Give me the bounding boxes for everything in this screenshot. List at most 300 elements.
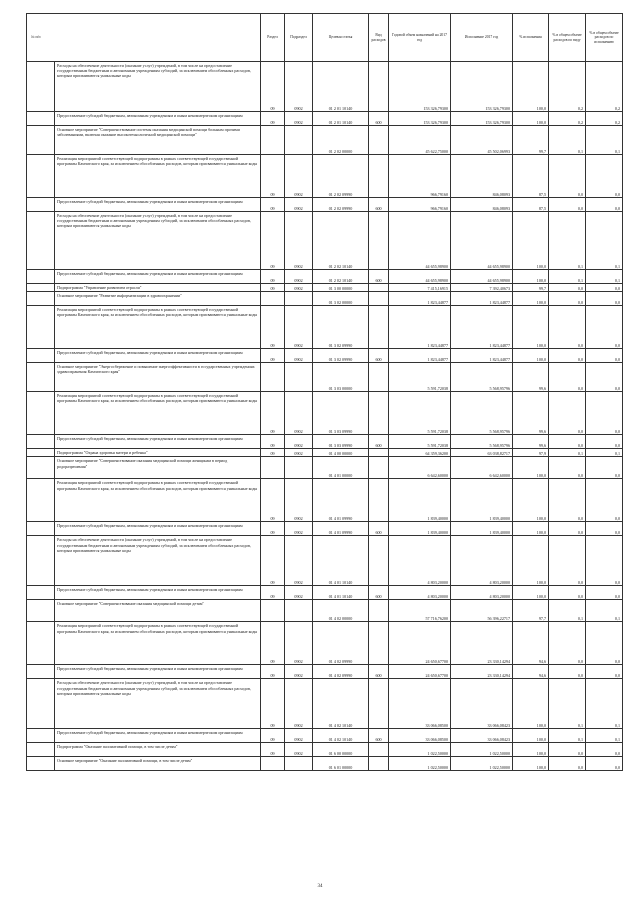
row-share-execution: 0,0 [586, 479, 623, 522]
row-annual-plan: 5 591,72038 [389, 435, 451, 449]
row-expense-type [369, 306, 389, 349]
row-annual-plan: 45 622,75000 [389, 126, 451, 155]
row-expense-type: 600 [369, 522, 389, 536]
row-share-execution: 0,0 [586, 665, 623, 679]
row-share-plan: 0,0 [549, 198, 586, 212]
row-annual-plan: 966,79160 [389, 198, 451, 212]
row-razdel: 09 [261, 743, 285, 757]
row-description: Предоставление субсидий бюджетным, автономным учреждениям и иным некоммерческим организациям [55, 112, 261, 126]
row-share-plan: 0,1 [549, 679, 586, 729]
row-share-execution: 0,0 [586, 586, 623, 600]
table-row [27, 743, 623, 757]
row-podrazdel: 0902 [285, 212, 313, 270]
row-expense-type [369, 155, 389, 198]
row-share-plan: 0,0 [549, 363, 586, 392]
row-execution: 1 839,40000 [451, 479, 513, 522]
row-description: Подпрограмма "Охрана здоровья матери и ребенка" [55, 449, 261, 457]
row-number-cell [27, 600, 55, 622]
row-share-plan: 0,2 [549, 62, 586, 112]
table-row [27, 198, 623, 212]
table-row [27, 586, 623, 600]
row-share-execution: 0,1 [586, 729, 623, 743]
row-share-execution: 0,0 [586, 292, 623, 306]
row-share-execution: 0,0 [586, 155, 623, 198]
row-execution-percent: 94,6 [513, 622, 549, 665]
row-podrazdel: 0902 [285, 479, 313, 522]
row-description: Основное мероприятие "Совершенствование системы оказания медицинской помощи больным прочими заболеваниями, включая оказание высокотехнологичной медицинской помощи" [55, 126, 261, 155]
row-expense-type [369, 757, 389, 771]
row-share-execution: 0,0 [586, 363, 623, 392]
row-podrazdel: 0902 [285, 622, 313, 665]
row-execution: 153 326,79300 [451, 62, 513, 112]
row-execution-percent: 99,6 [513, 392, 549, 435]
row-share-execution: 0,1 [586, 126, 623, 155]
row-target-article: 01 3 00 00000 [313, 284, 369, 292]
row-execution: 1 022,50000 [451, 757, 513, 771]
row-share-execution: 0,0 [586, 306, 623, 349]
row-number-cell [27, 479, 55, 522]
row-podrazdel [285, 457, 313, 479]
row-razdel [261, 126, 285, 155]
row-expense-type: 600 [369, 729, 389, 743]
row-execution-percent: 99,7 [513, 126, 549, 155]
row-number-cell [27, 449, 55, 457]
row-description: Основное мероприятие "Развитие информатизации в здравоохранении" [55, 292, 261, 306]
row-share-execution: 0,1 [586, 270, 623, 284]
row-number-cell [27, 284, 55, 292]
row-annual-plan: 153 326,79300 [389, 62, 451, 112]
budget-execution-table [26, 13, 623, 771]
row-annual-plan: 57 716,76200 [389, 600, 451, 622]
row-execution: 1 839,40000 [451, 522, 513, 536]
row-number-cell [27, 363, 55, 392]
budget-table-sheet [26, 13, 622, 771]
row-number-cell [27, 392, 55, 435]
row-annual-plan: 6 642,60000 [389, 457, 451, 479]
row-share-plan: 0,1 [549, 729, 586, 743]
row-target-article: 01 3 02 09990 [313, 349, 369, 363]
row-podrazdel: 0902 [285, 679, 313, 729]
row-podrazdel: 0902 [285, 743, 313, 757]
row-target-article: 01 4 01 10140 [313, 586, 369, 600]
row-number-cell [27, 757, 55, 771]
row-podrazdel: 0902 [285, 270, 313, 284]
row-execution-percent: 100,0 [513, 522, 549, 536]
table-row [27, 349, 623, 363]
row-annual-plan: 1 022,50000 [389, 743, 451, 757]
row-expense-type [369, 679, 389, 729]
row-target-article: 01 4 02 09990 [313, 665, 369, 679]
row-number-cell [27, 349, 55, 363]
row-expense-type [369, 392, 389, 435]
row-execution: 1 022,50000 [451, 743, 513, 757]
row-execution: 44 655,98900 [451, 212, 513, 270]
row-number-cell [27, 292, 55, 306]
row-execution-percent: 99,6 [513, 363, 549, 392]
row-target-article: 01 3 03 09990 [313, 435, 369, 449]
row-number-cell [27, 743, 55, 757]
row-razdel: 09 [261, 349, 285, 363]
row-execution: 1 823,44877 [451, 292, 513, 306]
table-row [27, 435, 623, 449]
row-target-article: 01 3 02 09990 [313, 306, 369, 349]
table-row [27, 536, 623, 586]
row-share-plan: 0,1 [549, 212, 586, 270]
header-share-plan: % в общем объеме расходов по виду [549, 14, 586, 62]
row-description: Основное мероприятие "Энергосбережение и повышение энергоэффективности в государственных учреждениях здравоохранения Камчатского края" [55, 363, 261, 392]
table-row [27, 522, 623, 536]
row-share-execution: 0,0 [586, 757, 623, 771]
row-description: Реализация мероприятий соответствующей подпрограммы в рамках соответствующей государственной программы Камчатского края, за исключением обособленных расходов, которым присваиваются уникальные коды [55, 306, 261, 349]
row-razdel: 09 [261, 212, 285, 270]
row-share-plan: 0,0 [549, 306, 586, 349]
row-annual-plan: 1 823,44877 [389, 292, 451, 306]
row-share-execution: 0,0 [586, 198, 623, 212]
row-annual-plan: 1 839,40000 [389, 522, 451, 536]
row-podrazdel: 0902 [285, 392, 313, 435]
row-share-execution: 0,0 [586, 284, 623, 292]
row-annual-plan: 5 591,72038 [389, 363, 451, 392]
row-share-plan: 0,0 [549, 435, 586, 449]
row-execution-percent: 100,0 [513, 349, 549, 363]
row-share-execution: 0,0 [586, 522, 623, 536]
row-share-execution: 0,0 [586, 743, 623, 757]
row-annual-plan: 33 066,08500 [389, 679, 451, 729]
row-number-cell [27, 622, 55, 665]
row-execution-percent: 100,0 [513, 679, 549, 729]
row-execution: 6 642,60000 [451, 457, 513, 479]
row-share-plan: 0,0 [549, 479, 586, 522]
row-share-plan: 0,0 [549, 586, 586, 600]
row-annual-plan: 4 803,20000 [389, 536, 451, 586]
row-share-plan: 0,2 [549, 112, 586, 126]
row-target-article: 01 4 02 00000 [313, 600, 369, 622]
row-expense-type [369, 622, 389, 665]
row-execution: 4 803,20000 [451, 586, 513, 600]
row-share-plan: 0,0 [549, 522, 586, 536]
row-execution-percent: 87,5 [513, 198, 549, 212]
row-razdel: 09 [261, 284, 285, 292]
row-execution-percent: 100,0 [513, 270, 549, 284]
row-share-plan: 0,0 [549, 536, 586, 586]
row-execution: 56 396,22717 [451, 600, 513, 622]
row-expense-type [369, 457, 389, 479]
row-share-execution: 0,1 [586, 679, 623, 729]
table-row [27, 363, 623, 392]
row-share-plan: 0,0 [549, 743, 586, 757]
header-razdel: Раздел [261, 14, 285, 62]
row-target-article: 01 2 02 10140 [313, 212, 369, 270]
row-podrazdel: 0902 [285, 449, 313, 457]
row-target-article: 01 2 01 10140 [313, 112, 369, 126]
table-row [27, 212, 623, 270]
row-description: Предоставление субсидий бюджетным, автономным учреждениям и иным некоммерческим организациям [55, 435, 261, 449]
row-share-plan: 0,0 [549, 155, 586, 198]
row-razdel: 09 [261, 665, 285, 679]
row-razdel: 09 [261, 622, 285, 665]
header-share-execution: % в общем объеме расходов по исполнению [586, 14, 623, 62]
row-execution-percent: 97,9 [513, 449, 549, 457]
header-execution: Исполнение 2017 год [451, 14, 513, 62]
page-number: 34 [317, 884, 323, 889]
row-share-execution: 0,0 [586, 622, 623, 665]
row-execution: 23 330,14294 [451, 622, 513, 665]
row-number-cell [27, 306, 55, 349]
row-share-plan: 0,0 [549, 665, 586, 679]
row-target-article: 01 4 01 00000 [313, 457, 369, 479]
row-target-article: 01 3 02 00000 [313, 292, 369, 306]
table-row [27, 284, 623, 292]
row-share-execution: 0,2 [586, 62, 623, 112]
row-execution-percent: 100,0 [513, 292, 549, 306]
row-annual-plan: 64 359,36200 [389, 449, 451, 457]
row-razdel: 09 [261, 536, 285, 586]
row-execution: 33 066,08423 [451, 729, 513, 743]
row-number-cell [27, 586, 55, 600]
row-description: Основное мероприятие "Совершенствование оказания медицинской помощи детям" [55, 600, 261, 622]
table-row [27, 600, 623, 622]
row-razdel: 09 [261, 270, 285, 284]
row-target-article: 01 2 02 09990 [313, 155, 369, 198]
row-expense-type: 600 [369, 349, 389, 363]
table-row [27, 155, 623, 198]
table-row [27, 457, 623, 479]
row-target-article: 01 2 02 10140 [313, 270, 369, 284]
row-description: Предоставление субсидий бюджетным, автономным учреждениям и иным некоммерческим организациям [55, 665, 261, 679]
row-number-cell [27, 126, 55, 155]
row-annual-plan: 1 823,44877 [389, 349, 451, 363]
row-share-plan: 0,1 [549, 126, 586, 155]
row-execution-percent: 99,7 [513, 284, 549, 292]
row-annual-plan: 5 591,72038 [389, 392, 451, 435]
row-razdel: 09 [261, 112, 285, 126]
row-share-execution: 0,0 [586, 457, 623, 479]
row-execution: 23 330,14294 [451, 665, 513, 679]
row-execution-percent: 100,0 [513, 212, 549, 270]
row-razdel [261, 292, 285, 306]
row-execution: 5 568,95796 [451, 435, 513, 449]
row-share-execution: 0,0 [586, 536, 623, 586]
row-description: Реализация мероприятий соответствующей подпрограммы в рамках соответствующей государственной программы Камчатского края, за исключением обособленных расходов, которым присваиваются уникальные коды [55, 392, 261, 435]
row-share-plan: 0,0 [549, 284, 586, 292]
row-number-cell [27, 270, 55, 284]
row-razdel [261, 600, 285, 622]
table-row [27, 479, 623, 522]
row-execution: 1 823,44877 [451, 306, 513, 349]
row-razdel [261, 757, 285, 771]
row-number-cell [27, 155, 55, 198]
row-podrazdel: 0902 [285, 306, 313, 349]
row-expense-type [369, 600, 389, 622]
row-share-plan: 0,0 [549, 457, 586, 479]
table-row [27, 622, 623, 665]
table-row [27, 62, 623, 112]
table-body [27, 62, 623, 771]
row-execution-percent: 100,0 [513, 536, 549, 586]
row-razdel: 09 [261, 198, 285, 212]
row-number-cell [27, 536, 55, 586]
row-execution-percent: 97,7 [513, 600, 549, 622]
row-execution: 4 803,20000 [451, 536, 513, 586]
row-podrazdel: 0902 [285, 155, 313, 198]
row-expense-type [369, 292, 389, 306]
row-expense-type [369, 363, 389, 392]
row-razdel [261, 363, 285, 392]
row-execution-percent: 100,0 [513, 62, 549, 112]
row-number-cell [27, 665, 55, 679]
table-row [27, 679, 623, 729]
row-share-execution: 0,0 [586, 349, 623, 363]
row-execution: 846,08093 [451, 155, 513, 198]
row-target-article: 01 4 01 09990 [313, 479, 369, 522]
row-execution: 846,08093 [451, 198, 513, 212]
row-annual-plan: 1 839,40000 [389, 479, 451, 522]
row-annual-plan: 4 803,20000 [389, 586, 451, 600]
table-row [27, 757, 623, 771]
row-number-cell [27, 457, 55, 479]
row-share-execution: 0,0 [586, 435, 623, 449]
row-expense-type [369, 126, 389, 155]
row-razdel [261, 457, 285, 479]
row-description: Расходы на обеспечение деятельности (оказание услуг) учреждений, в том числе на предоставление государственным бюджетным и автономным учреждениям субсидий, за исключением обособленных расходов, которым присваиваются уникальные коды [55, 536, 261, 586]
row-execution-percent: 100,0 [513, 729, 549, 743]
row-podrazdel [285, 363, 313, 392]
row-share-plan: 0,1 [549, 600, 586, 622]
row-podrazdel: 0902 [285, 112, 313, 126]
row-execution-percent: 100,0 [513, 757, 549, 771]
row-share-execution: 0,2 [586, 112, 623, 126]
row-annual-plan: 1 823,44877 [389, 306, 451, 349]
row-share-plan: 0,0 [549, 622, 586, 665]
row-description: Расходы на обеспечение деятельности (оказание услуг) учреждений, в том числе на предоставление государственным бюджетным и автономным учреждениям субсидий, за исключением обособленных расходов, которым присваиваются уникальные коды [55, 62, 261, 112]
row-number-cell [27, 679, 55, 729]
row-razdel: 09 [261, 392, 285, 435]
row-execution-percent: 100,0 [513, 479, 549, 522]
row-expense-type [369, 62, 389, 112]
row-podrazdel [285, 292, 313, 306]
row-description: Реализация мероприятий соответствующей подпрограммы в рамках соответствующей государственной программы Камчатского края, за исключением обособленных расходов, которым присваиваются уникальные коды [55, 479, 261, 522]
row-execution-percent: 99,6 [513, 435, 549, 449]
row-execution: 63 038,82717 [451, 449, 513, 457]
row-execution-percent: 100,0 [513, 306, 549, 349]
row-share-plan: 0,0 [549, 349, 586, 363]
row-target-article: 01 4 02 10140 [313, 679, 369, 729]
row-razdel: 09 [261, 679, 285, 729]
row-execution-percent: 100,0 [513, 586, 549, 600]
header-num: № п/п [27, 14, 261, 62]
row-execution: 153 326,79300 [451, 112, 513, 126]
row-number-cell [27, 729, 55, 743]
row-target-article: 01 2 01 10140 [313, 62, 369, 112]
row-podrazdel [285, 600, 313, 622]
row-share-execution: 0,1 [586, 212, 623, 270]
row-target-article: 01 6 01 00000 [313, 757, 369, 771]
row-razdel: 09 [261, 479, 285, 522]
row-annual-plan: 153 326,79300 [389, 112, 451, 126]
row-description: Предоставление субсидий бюджетным, автономным учреждениям и иным некоммерческим организациям [55, 349, 261, 363]
header-execution-percent: % исполнения [513, 14, 549, 62]
row-podrazdel [285, 126, 313, 155]
row-razdel: 09 [261, 62, 285, 112]
table-header-row [27, 14, 623, 62]
row-execution-percent: 87,5 [513, 155, 549, 198]
row-description: Подпрограмма "Управление развитием отрасли" [55, 284, 261, 292]
row-description: Реализация мероприятий соответствующей подпрограммы в рамках соответствующей государственной программы Камчатского края, за исключением обособленных расходов, которым присваиваются уникальные коды [55, 622, 261, 665]
row-podrazdel: 0902 [285, 349, 313, 363]
row-execution-percent: 94,6 [513, 665, 549, 679]
row-description: Предоставление субсидий бюджетным, автономным учреждениям и иным некоммерческим организациям [55, 586, 261, 600]
row-podrazdel [285, 757, 313, 771]
row-target-article: 01 2 02 00000 [313, 126, 369, 155]
row-execution: 1 823,44877 [451, 349, 513, 363]
row-number-cell [27, 212, 55, 270]
row-annual-plan: 44 655,98900 [389, 212, 451, 270]
row-execution-percent: 100,0 [513, 743, 549, 757]
row-podrazdel: 0902 [285, 198, 313, 212]
row-razdel: 09 [261, 155, 285, 198]
row-number-cell [27, 62, 55, 112]
row-target-article: 01 4 01 10140 [313, 536, 369, 586]
row-podrazdel: 0902 [285, 586, 313, 600]
table-row [27, 306, 623, 349]
row-number-cell [27, 198, 55, 212]
row-description: Реализация мероприятий соответствующей подпрограммы в рамках соответствующей государственной программы Камчатского края, за исключением обособленных расходов, которым присваиваются уникальные коды [55, 155, 261, 198]
row-razdel: 09 [261, 449, 285, 457]
row-razdel: 09 [261, 586, 285, 600]
table-row [27, 449, 623, 457]
row-podrazdel: 0902 [285, 729, 313, 743]
table-row [27, 292, 623, 306]
row-number-cell [27, 112, 55, 126]
row-execution-percent: 100,0 [513, 457, 549, 479]
row-expense-type [369, 536, 389, 586]
row-target-article: 01 4 00 00000 [313, 449, 369, 457]
row-description: Основное мероприятие "Совершенствование оказания медицинской помощи женщинам в период родоразрешения" [55, 457, 261, 479]
table-row [27, 126, 623, 155]
row-razdel: 09 [261, 729, 285, 743]
row-annual-plan: 33 066,08500 [389, 729, 451, 743]
row-share-execution: 0,1 [586, 600, 623, 622]
row-podrazdel: 0902 [285, 665, 313, 679]
row-expense-type [369, 743, 389, 757]
row-target-article: 01 6 00 00000 [313, 743, 369, 757]
row-razdel: 09 [261, 522, 285, 536]
header-target-article: Целевая статья [313, 14, 369, 62]
row-number-cell [27, 522, 55, 536]
row-share-plan: 0,0 [549, 392, 586, 435]
row-expense-type [369, 212, 389, 270]
table-row [27, 729, 623, 743]
row-podrazdel: 0902 [285, 62, 313, 112]
row-expense-type: 600 [369, 665, 389, 679]
row-share-plan: 0,0 [549, 292, 586, 306]
table-row [27, 270, 623, 284]
row-share-execution: 0,0 [586, 392, 623, 435]
header-annual-plan: Годовой объем назначений на 2017 год [389, 14, 451, 62]
row-description: Расходы на обеспечение деятельности (оказание услуг) учреждений, в том числе на предоставление государственным бюджетным и автономным учреждениям субсидий, за исключением обособленных расходов, которым присваиваются уникальные коды [55, 679, 261, 729]
table-row [27, 112, 623, 126]
row-execution: 33 066,08423 [451, 679, 513, 729]
row-target-article: 01 4 02 10140 [313, 729, 369, 743]
row-execution: 7 392,40673 [451, 284, 513, 292]
row-description: Предоставление субсидий бюджетным, автономным учреждениям и иным некоммерческим организациям [55, 270, 261, 284]
row-description: Основное мероприятие "Оказание паллиативной помощи, в том числе детям" [55, 757, 261, 771]
row-execution: 5 568,95796 [451, 363, 513, 392]
row-expense-type: 600 [369, 586, 389, 600]
row-expense-type: 600 [369, 198, 389, 212]
row-target-article: 01 2 02 09990 [313, 198, 369, 212]
row-description: Расходы на обеспечение деятельности (оказание услуг) учреждений, в том числе на предоставление государственным бюджетным и автономным учреждениям субсидий, за исключением обособленных расходов, которым присваиваются уникальные коды [55, 212, 261, 270]
